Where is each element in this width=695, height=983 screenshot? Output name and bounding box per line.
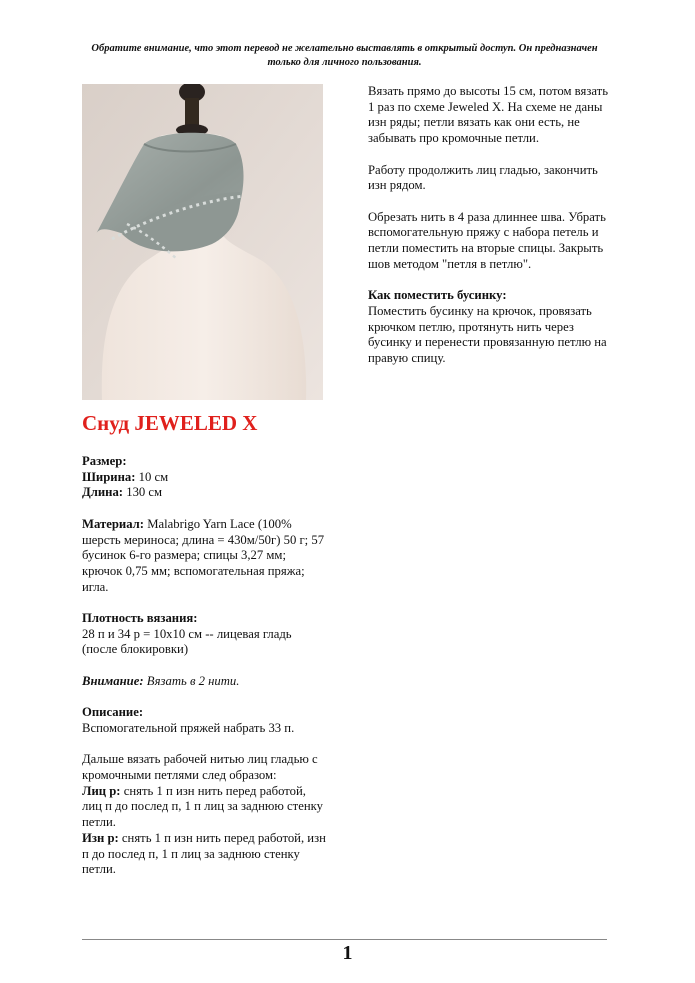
material-label: Материал: (82, 516, 145, 531)
gauge-section (82, 611, 327, 658)
instructions-para-1: Вязать прямо до высоты 15 см, потом вязать 1 раз по схеме Jeweled X. На схеме не даны изн ряды; петли вязать как они есть, не забывать про кромочные петли. (368, 84, 608, 146)
cowl-on-mannequin-image (82, 84, 323, 400)
length-value: 130 см (123, 485, 163, 500)
rs-row-label: Лиц р: (82, 783, 121, 798)
gauge-text: 28 п и 34 р = 10х10 см -- лицевая гладь (после блокировки) (82, 626, 292, 657)
bead-text: Поместить бусинку на крючок, провязать крючком петлю, протянуть нить через бусинку и перенести провязанную петлю на правую спицу. (368, 303, 607, 365)
pattern-title: Снуд JEWELED X (82, 411, 258, 435)
attention-text: Вязать в 2 нити. (143, 673, 240, 688)
material-section (82, 517, 327, 596)
size-heading: Размер: (82, 454, 127, 468)
width-value: 10 см (135, 469, 169, 484)
instructions-para-3: Обрезать нить в 4 раза длиннее шва. Убрать вспомогательную пряжу с набора петель и петли поместить на вторые спицы. Закрыть шов методом "петля в петлю". (368, 209, 606, 271)
footer-divider (82, 939, 607, 940)
description-heading: Описание: (82, 705, 144, 720)
left-column (82, 454, 327, 894)
description-intro: Дальше вязать рабочей нитью лиц гладью с кромочными петлями след образом: (82, 752, 318, 782)
instructions-para-2: Работу продолжить лиц гладью, закончить изн рядом. (368, 162, 598, 193)
attention-label: Внимание: (82, 673, 144, 688)
width-label: Ширина: (82, 469, 136, 484)
rs-row-text: снять 1 п изн нить перед работой, лиц п до послед п, 1 п лиц за заднюю стенку петли. (82, 783, 323, 830)
right-column (368, 84, 608, 382)
bead-heading: Как поместить бусинку: (368, 288, 507, 303)
material-text: Malabrigo Yarn Lace (100% шерсть мериноса; длина = 430м/50г) 50 г; 57 бусинок 6-го размера; спицы 3,27 мм; крючок 0,75 мм; вспомогательная пряжа; игла. (82, 516, 325, 594)
bead-section (368, 288, 608, 367)
page-number: 1 (342, 942, 353, 964)
gauge-heading: Плотность вязания: (82, 611, 198, 625)
ws-row-label: Изн р: (82, 830, 119, 845)
size-section (82, 454, 327, 501)
product-photo (82, 84, 323, 400)
description-cast-on: Вспомогательной пряжей набрать 33 п. (82, 720, 295, 735)
length-label: Длина: (82, 485, 124, 500)
attention-note (82, 674, 327, 690)
description-section (82, 705, 327, 736)
description-stitch-pattern (82, 752, 327, 878)
ws-row-text: снять 1 п изн нить перед работой, изн п до послед п, 1 п лиц за заднюю стенку петли. (82, 830, 326, 877)
usage-notice: Обратите внимание, что этот перевод не желательно выставлять в открытый доступ. Он предназначен только для личного пользования. (91, 43, 598, 68)
